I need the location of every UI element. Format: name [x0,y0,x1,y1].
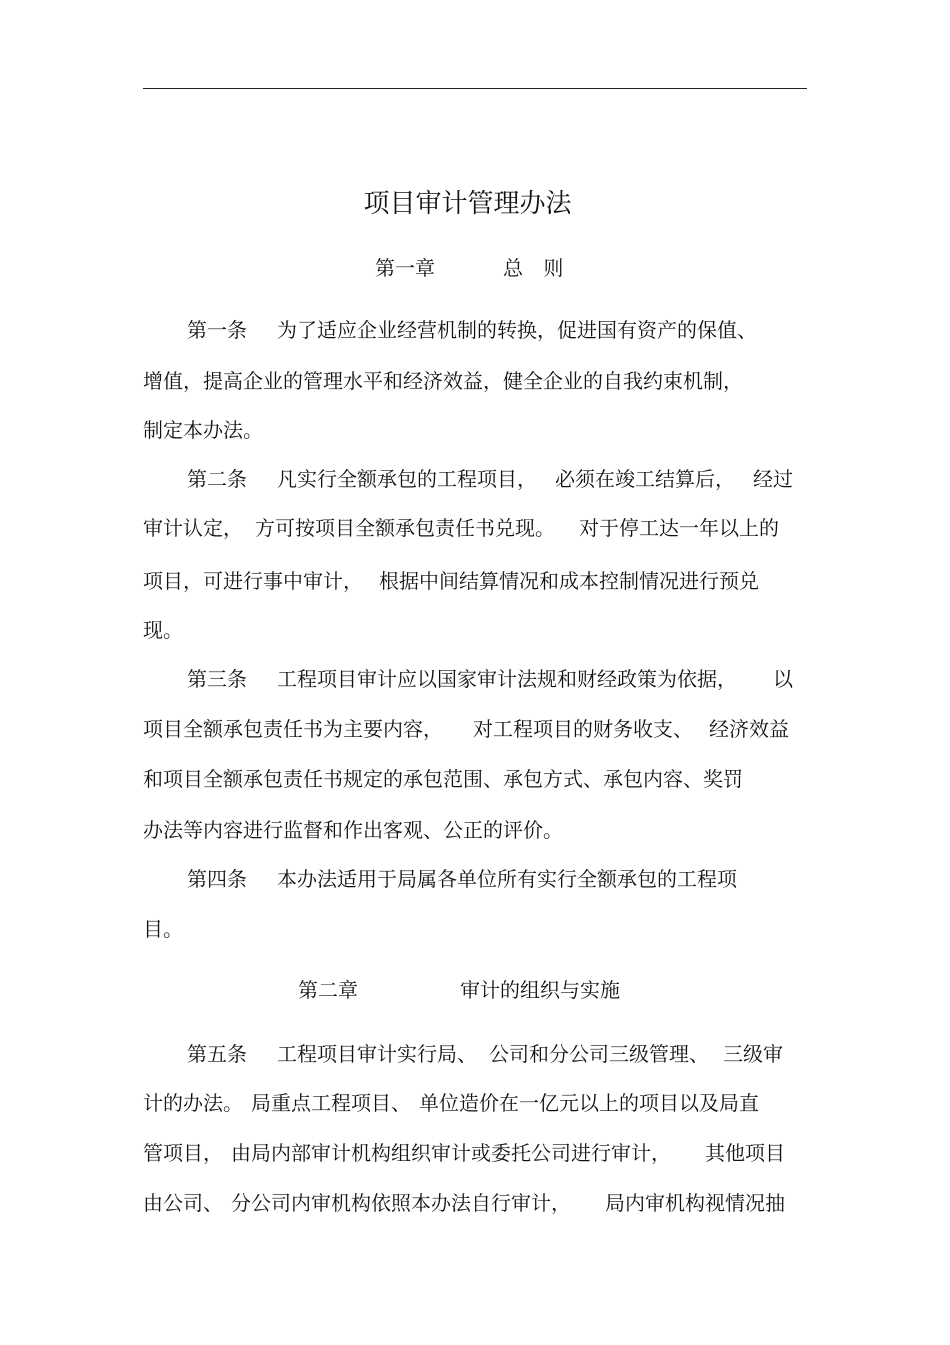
article-2-line-1 [187,464,793,494]
chapter-2-label: 第二章 [298,978,358,1002]
article-1-line-3: 制定本办法。 [143,418,263,442]
header-rule [143,88,807,89]
article-5-text-3b: 由局内部审计机构组织审计或委托公司进行审计， [231,1141,671,1165]
article-3-line-4: 办法等内容进行监督和作出客观、公正的评价。 [143,818,563,842]
article-2-text-2a: 审计认定， [143,516,243,540]
article-2-line-2 [143,513,779,543]
article-5-number: 第五条 [187,1042,247,1066]
article-2-text-1c: 经过 [753,467,793,491]
article-3-text-2a: 项目全额承包责任书为主要内容， [143,717,443,741]
article-1-line-2: 增值，提高企业的管理水平和经济效益，健全企业的自我约束机制， [143,369,743,393]
article-4-line-1 [187,864,737,894]
article-5-text-3c: 其他项目 [705,1141,785,1165]
article-2-text-3a: 项目，可进行事中审计， [143,569,363,593]
article-5-text-2c: 单位造价在一亿元以上的项目以及局直 [419,1091,759,1115]
chapter-2-name: 审计的组织与实施 [460,978,620,1002]
article-5-text-2b: 局重点工程项目、 [251,1091,411,1115]
article-3-text-2b: 对工程项目的财务收支、 [473,717,693,741]
chapter-1-label: 第一章 [375,256,435,280]
article-3-text-2c: 经济效益 [709,717,789,741]
article-4-number: 第四条 [187,867,247,891]
article-5-text-2a: 计的办法。 [143,1091,243,1115]
article-5-text-4b: 分公司内审机构依照本办法自行审计， [231,1191,571,1215]
article-2-line-4: 现。 [143,618,183,642]
article-1-number: 第一条 [187,318,247,342]
article-3-number: 第三条 [187,667,247,691]
article-3-line-3: 和项目全额承包责任书规定的承包范围、承包方式、承包内容、奖罚 [143,767,743,791]
article-5-text-1b: 公司和分公司三级管理、 [489,1042,709,1066]
article-2-text-2c: 对于停工达一年以上的 [579,516,779,540]
article-5-text-4a: 由公司、 [143,1191,223,1215]
article-5-line-4 [143,1188,785,1218]
article-3-line-1 [187,664,793,694]
article-1-line-1 [187,315,757,345]
article-5-line-3 [143,1138,785,1168]
article-5-text-3a: 管项目， [143,1141,223,1165]
article-5-text-1a: 工程项目审计实行局、 [277,1042,477,1066]
article-2-text-2b: 方可按项目全额承包责任书兑现。 [255,516,555,540]
article-2-line-3 [143,566,759,596]
article-1-text-1: 为了适应企业经营机制的转换，促进国有资产的保值、 [277,318,757,342]
article-2-text-1a: 凡实行全额承包的工程项目， [277,467,537,491]
article-5-line-2 [143,1088,759,1118]
article-3-line-2 [143,714,789,744]
article-3-text-1b: 以 [773,667,793,691]
article-4-line-2: 目。 [143,917,183,941]
article-2-text-3b: 根据中间结算情况和成本控制情况进行预兑 [379,569,759,593]
chapter-1-name: 总 则 [503,256,564,280]
document-title: 项目审计管理办法 [363,189,572,219]
article-5-text-4c: 局内审机构视情况抽 [605,1191,785,1215]
article-2-text-1b: 必须在竣工结算后， [555,467,735,491]
article-4-text-1: 本办法适用于局属各单位所有实行全额承包的工程项 [277,867,737,891]
article-3-text-1a: 工程项目审计应以国家审计法规和财经政策为依据， [277,667,737,691]
article-5-text-1c: 三级审 [723,1042,783,1066]
article-2-number: 第二条 [187,467,247,491]
article-5-line-1 [187,1039,783,1069]
